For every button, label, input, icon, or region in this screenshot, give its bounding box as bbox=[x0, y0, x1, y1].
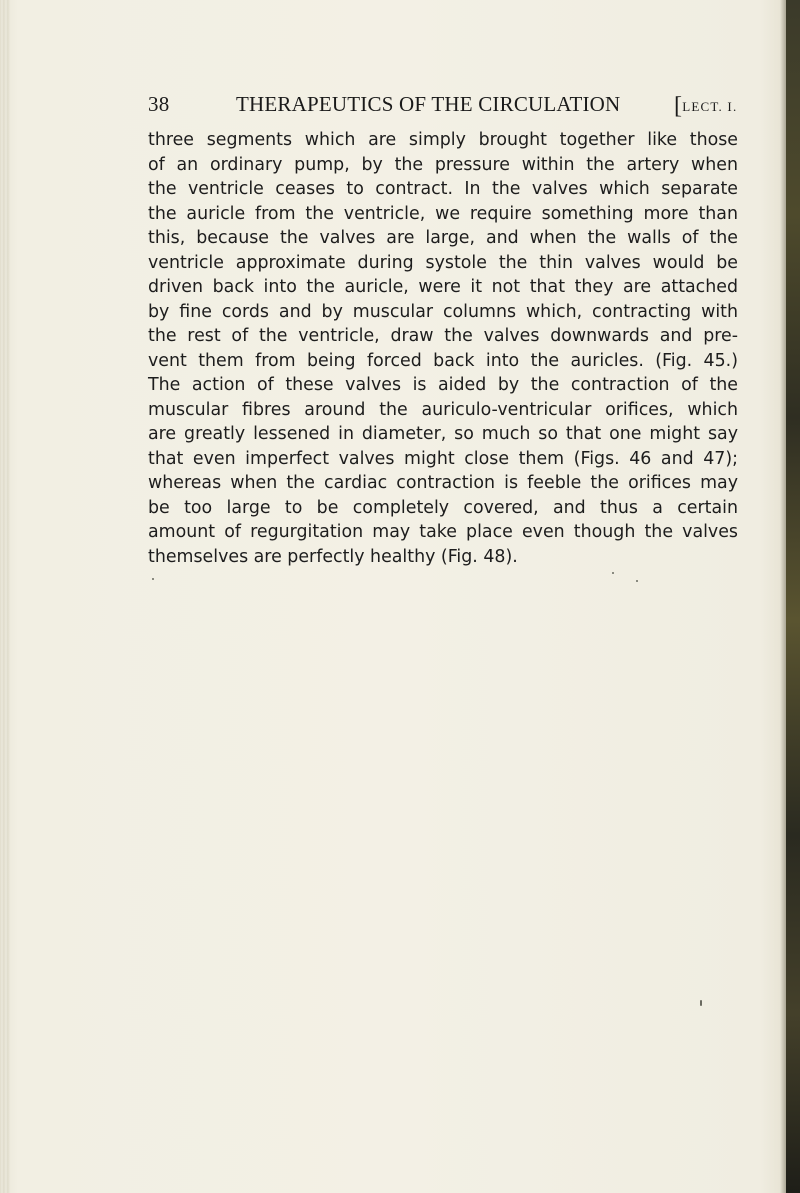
text-line: vent them from being forced back into the auricles. (Fig. 45.) bbox=[148, 350, 738, 371]
text-line: the ventricle ceases to contract. In the valves which separate bbox=[148, 179, 738, 199]
page-left-edge bbox=[0, 0, 10, 1193]
text-line: the auricle from the ventricle, we require something more than bbox=[148, 203, 738, 224]
paper-speck bbox=[612, 572, 614, 574]
body-paragraph bbox=[148, 128, 738, 569]
text-line: be too large to be completely covered, and thus a certain bbox=[148, 497, 738, 518]
text-line: this, because the valves are large, and when the walls of the bbox=[148, 228, 738, 248]
text-line: ventricle approximate during systole the thin valves would be bbox=[148, 252, 738, 273]
text-line: amount of regurgitation may take place even though the valves bbox=[148, 522, 738, 542]
text-line: by fine cords and by muscular columns which, contracting with bbox=[148, 301, 738, 322]
text-line: are greatly lessened in diameter, so much so that one might say bbox=[148, 424, 738, 444]
running-title: THERAPEUTICS OF THE CIRCULATION bbox=[236, 92, 621, 116]
text-line: themselves are perfectly healthy (Fig. 48). bbox=[148, 546, 518, 567]
text-line: muscular fibres around the auriculo-ventricular orifices, which bbox=[148, 399, 738, 420]
paper-speck bbox=[636, 580, 638, 582]
text-line: The action of these valves is aided by the contraction of the bbox=[148, 375, 738, 395]
page-number: 38 bbox=[148, 92, 170, 116]
paper-speck bbox=[152, 578, 154, 580]
text-line: the rest of the ventricle, draw the valves downwards and pre- bbox=[148, 326, 738, 346]
section-marker bbox=[674, 92, 737, 120]
running-header bbox=[148, 92, 738, 122]
text-line: that even imperfect valves might close them (Figs. 46 and 47); bbox=[148, 448, 738, 469]
text-line: whereas when the cardiac contraction is feeble the orifices may bbox=[148, 473, 738, 493]
paper-speck bbox=[700, 1000, 702, 1006]
text-line: of an ordinary pump, by the pressure within the artery when bbox=[148, 154, 738, 175]
book-binding-edge bbox=[786, 0, 800, 1193]
section-bracket: [ bbox=[674, 93, 683, 119]
section-marker-text: LECT. I. bbox=[682, 99, 738, 114]
text-line: driven back into the auricle, were it not that they are attached bbox=[148, 277, 738, 297]
text-line: three segments which are simply brought together like those bbox=[148, 130, 738, 150]
